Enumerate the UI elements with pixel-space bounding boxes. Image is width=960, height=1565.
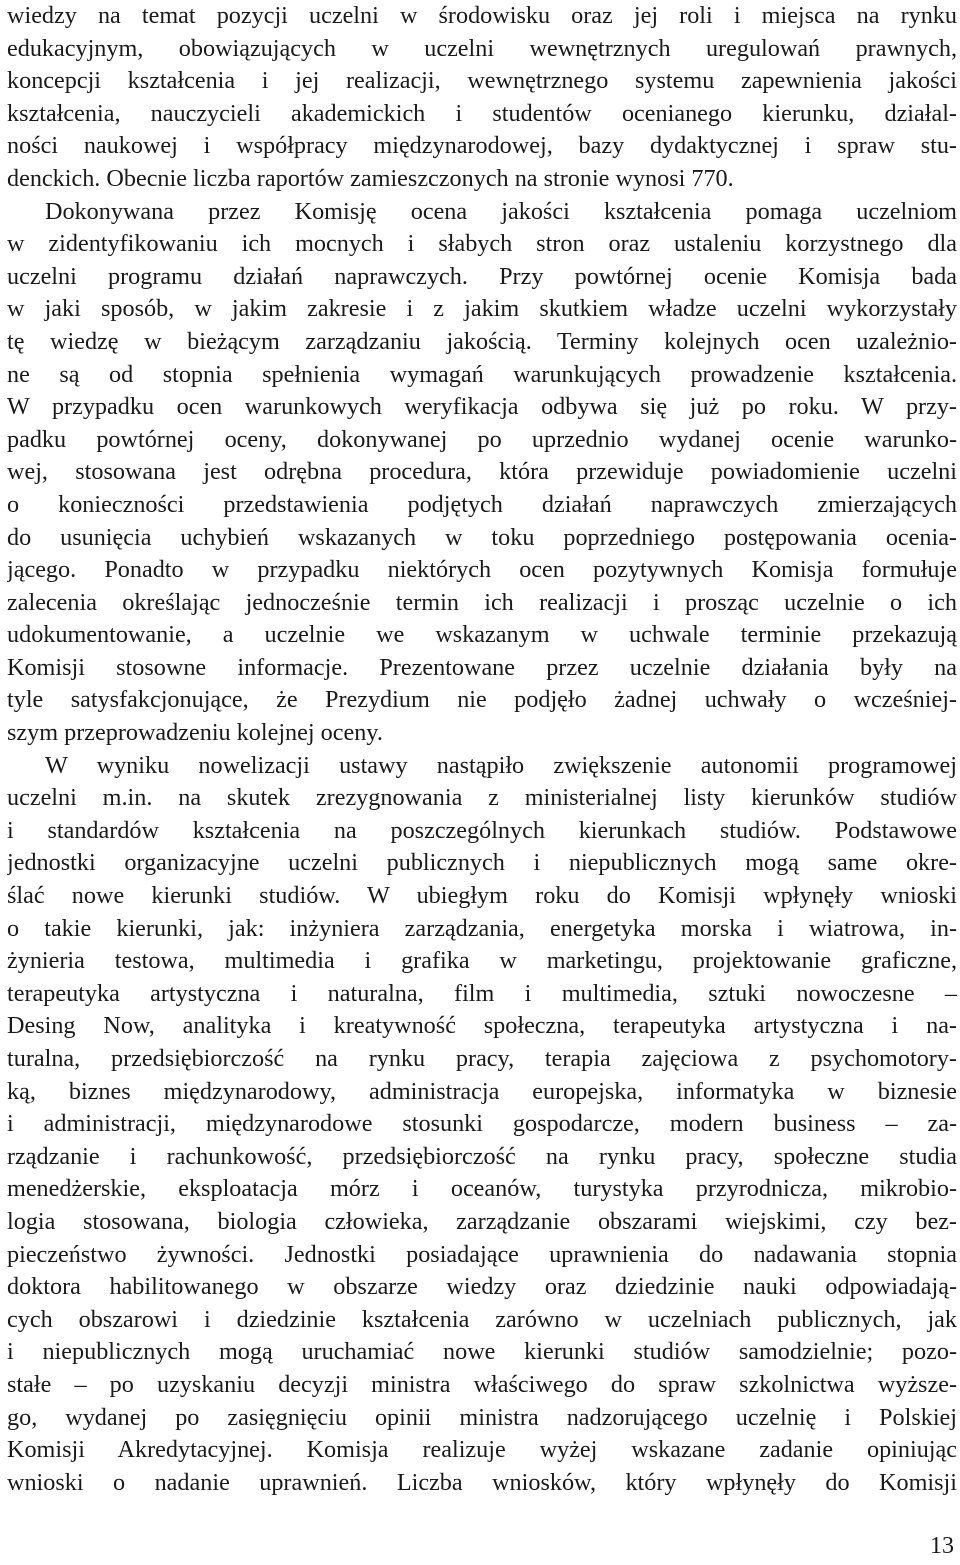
text-line: udokumentowanie, a uczelnie we wskazanym w uchwale terminie przekazują (7, 621, 957, 649)
text-line: padku powtórnej oceny, dokonywanej po uprzednio wydanej ocenie warunko- (7, 425, 957, 453)
text-line: cych obszarowi i dziedzinie kształcenia zarówno w uczelniach publicznych, jak (7, 1305, 957, 1333)
text-line: W przypadku ocen warunkowych weryfikacja odbywa się już po roku. W przy- (7, 393, 957, 421)
text-line: koncepcji kształcenia i jej realizacji, wewnętrznego systemu zapewnienia jakości (7, 67, 957, 95)
text-line: ności naukowej i współpracy międzynarodowej, bazy dydaktycznej i spraw stu- (7, 132, 957, 160)
text-line: i niepublicznych mogą uruchamiać nowe kierunki studiów samodzielnie; pozo- (7, 1338, 957, 1366)
text-line: szym przeprowadzeniu kolejnej oceny. (7, 719, 383, 747)
text-line: pieczeństwo żywności. Jednostki posiadające uprawnienia do nadawania stopnia (7, 1240, 957, 1268)
page-number: 13 (930, 1533, 954, 1559)
text-line: o takie kierunki, jak: inżyniera zarządzania, energetyka morska i wiatrowa, in- (7, 914, 957, 942)
text-line: stałe – po uzyskaniu decyzji ministra właściwego do spraw szkolnictwa wyższe- (7, 1370, 957, 1398)
text-line: w zidentyfikowaniu ich mocnych i słabych stron oraz ustaleniu korzystnego dla (7, 230, 957, 258)
text-line: Komisji stosowne informacje. Prezentowane przez uczelnie działania były na (7, 653, 957, 681)
text-line: wiedzy na temat pozycji uczelni w środowisku oraz jej roli i miejsca na rynku (7, 2, 957, 29)
text-line: wej, stosowana jest odrębna procedura, która przewiduje powiadomienie uczelni (7, 458, 957, 486)
text-line: terapeutyka artystyczna i naturalna, film i multimedia, sztuki nowoczesne – (7, 979, 957, 1007)
body-text (7, 0, 957, 1499)
text-line: ką, biznes międzynarodowy, administracja europejska, informatyka w biznesie (7, 1077, 957, 1105)
text-line: Dokonywana przez Komisję ocena jakości kształcenia pomaga uczelniom (45, 197, 957, 225)
text-line: i administracji, międzynarodowe stosunki gospodarcze, modern business – za- (7, 1110, 957, 1138)
text-line: ne są od stopnia spełnienia wymagań warunkujących prowadzenie kształcenia. (7, 360, 957, 388)
text-line: go, wydanej po zasięgnięciu opinii ministra nadzorującego uczelnię i Polskiej (7, 1403, 957, 1431)
text-line: ślać nowe kierunki studiów. W ubiegłym roku do Komisji wpłynęły wnioski (7, 882, 957, 910)
text-line: uczelni programu działań naprawczych. Przy powtórnej ocenie Komisja bada (7, 262, 957, 290)
text-line: kształcenia, nauczycieli akademickich i studentów ocenianego kierunku, działal- (7, 99, 957, 127)
text-line: wnioski o nadanie uprawnień. Liczba wniosków, który wpłynęły do Komisji (7, 1468, 957, 1496)
text-line: jednostki organizacyjne uczelni publicznych i niepublicznych mogą same okre- (7, 849, 957, 877)
text-line: zalecenia określając jednocześnie termin ich realizacji i prosząc uczelnie o ich (7, 588, 957, 616)
text-line: tę wiedzę w bieżącym zarządzaniu jakością. Terminy kolejnych ocen uzależnio- (7, 327, 957, 355)
text-line: Komisji Akredytacyjnej. Komisja realizuje wyżej wskazane zadanie opiniując (7, 1436, 957, 1464)
text-line: uczelni m.in. na skutek zrezygnowania z ministerialnej listy kierunków studiów (7, 784, 957, 812)
text-line: i standardów kształcenia na poszczególnych kierunkach studiów. Podstawowe (7, 816, 957, 844)
text-line: w jaki sposób, w jakim zakresie i z jakim skutkiem władze uczelni wykorzystały (7, 295, 957, 323)
text-line: żynieria testowa, multimedia i grafika w marketingu, projektowanie graficzne, (7, 947, 957, 975)
text-line: denckich. Obecnie liczba raportów zamieszczonych na stronie wynosi 770. (7, 164, 734, 192)
text-line: rządzanie i rachunkowość, przedsiębiorczość na rynku pracy, społeczne studia (7, 1142, 957, 1170)
text-line: edukacyjnym, obowiązujących w uczelni wewnętrznych uregulowań prawnych, (7, 34, 957, 62)
text-line: o konieczności przedstawienia podjętych działań naprawczych zmierzających (7, 490, 957, 518)
text-line: Desing Now, analityka i kreatywność społeczna, terapeutyka artystyczna i na- (7, 1012, 957, 1040)
text-line: menedżerskie, eksploatacja mórz i oceanów, turystyka przyrodnicza, mikrobio- (7, 1175, 957, 1203)
text-line: doktora habilitowanego w obszarze wiedzy oraz dziedzinie nauki odpowiadają- (7, 1273, 957, 1301)
text-line: do usunięcia uchybień wskazanych w toku poprzedniego postępowania oceniа- (7, 523, 957, 551)
text-line: tyle satysfakcjonujące, że Prezydium nie podjęło żadnej uchwały o wcześniej- (7, 686, 957, 714)
text-line: logia stosowana, biologia człowieka, zarządzanie obszarami wiejskimi, czy bez- (7, 1207, 957, 1235)
text-line: jącego. Ponadto w przypadku niektórych ocen pozytywnych Komisja formułuje (7, 556, 957, 584)
text-line: W wyniku nowelizacji ustawy nastąpiło zwiększenie autonomii programowej (45, 751, 957, 779)
text-line: turalna, przedsiębiorczość na rynku pracy, terapia zajęciowa z psychomotory- (7, 1045, 957, 1072)
